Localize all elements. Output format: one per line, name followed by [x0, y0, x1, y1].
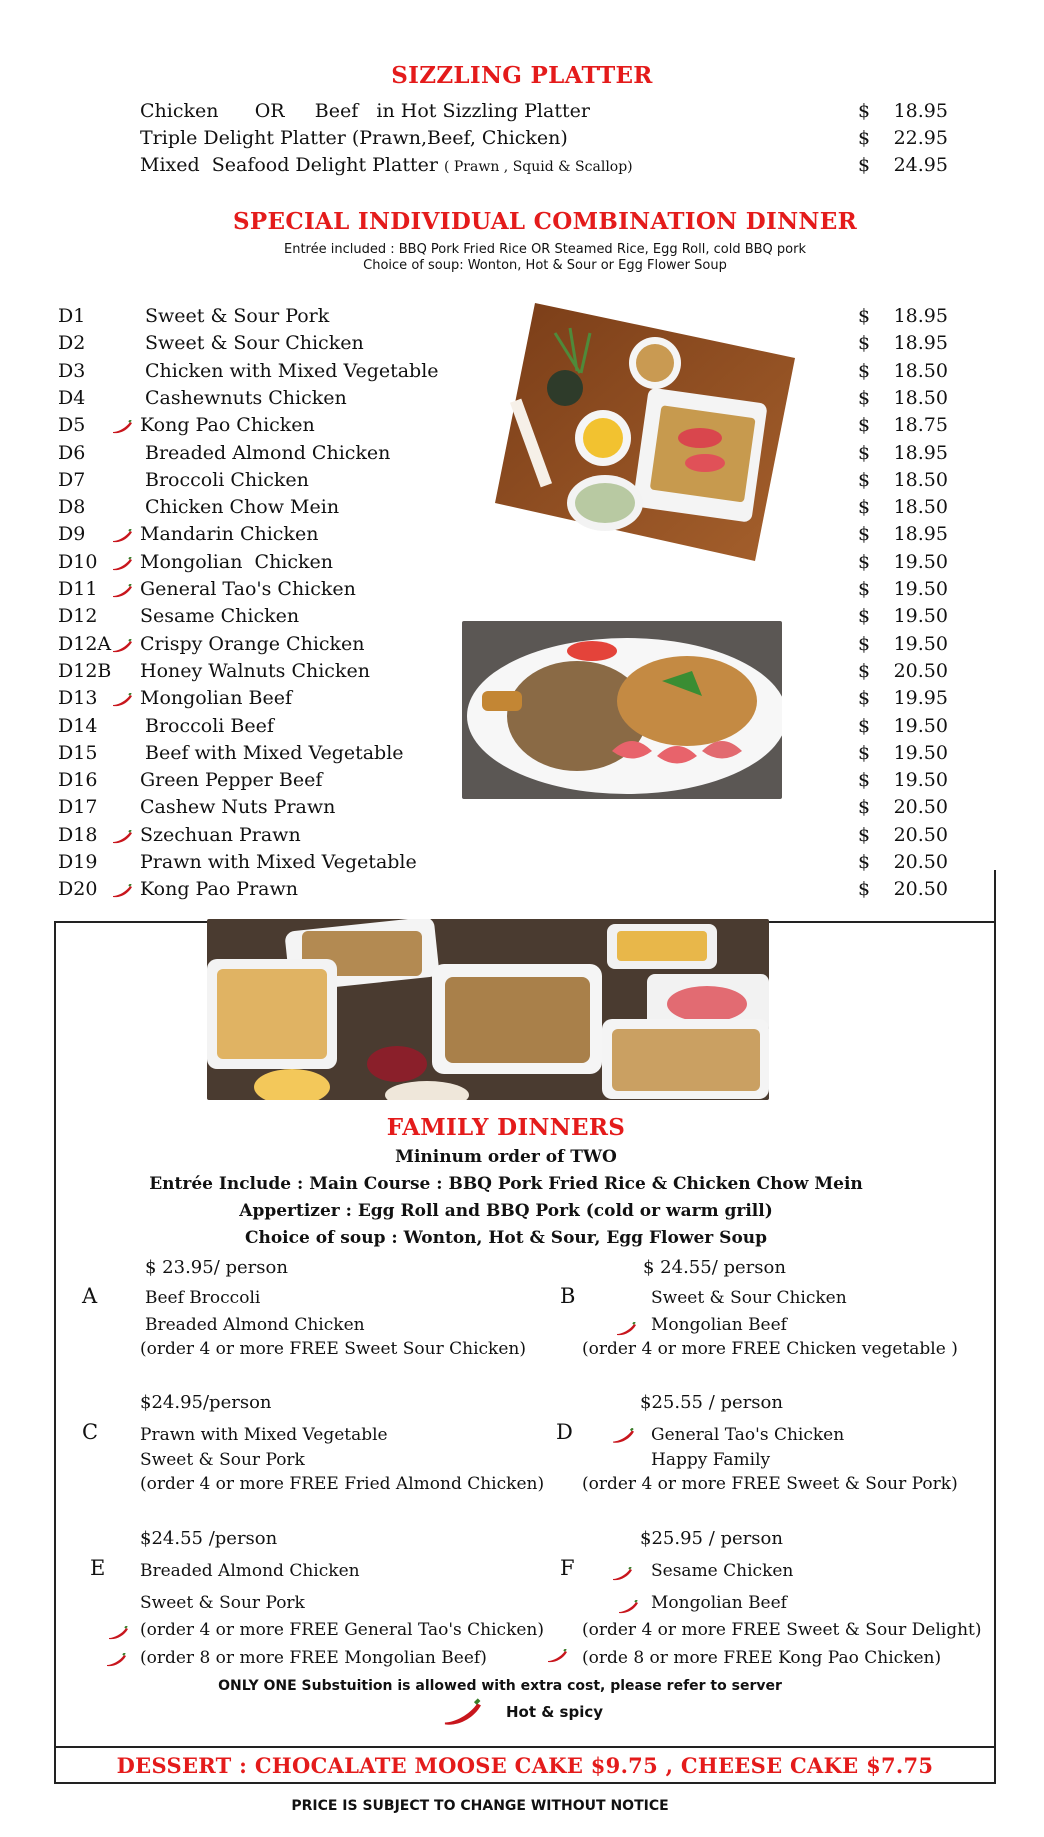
- package-item: Prawn with Mixed Vegetable: [140, 1425, 388, 1445]
- package-item: Sweet & Sour Pork: [140, 1450, 305, 1470]
- combo-plate-photo: [495, 303, 795, 561]
- combo-item: [58, 851, 948, 878]
- item-code: D6: [58, 441, 86, 464]
- item-price: 18.50: [893, 496, 948, 519]
- sizzling-item: [140, 100, 948, 127]
- item-price: 19.95: [893, 687, 948, 710]
- item-code: D11: [58, 578, 98, 600]
- sizzling-item: [140, 127, 948, 154]
- family-entree: Entrée Include : Main Course : BBQ Pork Fried Rice & Chicken Chow Mein: [149, 1174, 863, 1194]
- item-price: 24.95: [893, 154, 948, 176]
- item-name: [140, 154, 633, 176]
- item-price: 19.50: [893, 632, 948, 655]
- item-price: 20.50: [893, 796, 948, 819]
- combo-note-entree: Entrée included : BBQ Pork Fried Rice OR Steamed Rice, Egg Roll, cold BBQ pork: [284, 242, 806, 257]
- chili-pepper-icon: [547, 1649, 567, 1663]
- package-letter: B: [560, 1284, 576, 1308]
- chicken-plate-image: [462, 621, 782, 799]
- item-price: 18.50: [893, 359, 948, 382]
- item-price: 20.50: [893, 823, 948, 846]
- package-letter: C: [82, 1420, 99, 1444]
- item-name: Mongolian Chicken: [140, 550, 334, 573]
- item-price: 19.50: [893, 550, 948, 573]
- package-free-offer: (order 4 or more FREE Sweet & Sour Delight): [582, 1620, 982, 1640]
- chili-pepper-icon: [112, 557, 132, 571]
- item-name-text: Mixed Seafood Delight Platter: [140, 154, 444, 176]
- item-name: Green Pepper Beef: [140, 769, 323, 792]
- chili-pepper-icon: [112, 584, 132, 598]
- combo-item: [58, 824, 948, 851]
- package-item: General Tao's Chicken: [651, 1425, 845, 1445]
- item-code: D19: [58, 851, 98, 873]
- chili-pepper-legend-icon: [443, 1698, 481, 1728]
- item-code: D1: [58, 305, 86, 327]
- chicken-plate-photo: [462, 621, 782, 799]
- package-price: $ 23.95/ person: [145, 1257, 288, 1278]
- chili-pepper-icon: [112, 693, 132, 707]
- item-code: D9: [58, 523, 86, 546]
- package-free-offer: (order 4 or more FREE Chicken vegetable ): [582, 1339, 958, 1359]
- package-price: $25.55 / person: [640, 1392, 783, 1413]
- dollar-sign: $: [858, 578, 871, 600]
- hot-spicy-legend: Hot & spicy: [506, 1703, 604, 1721]
- package-letter: A: [82, 1284, 98, 1308]
- item-code: D18: [58, 823, 98, 846]
- chili-pepper-icon: [616, 1322, 636, 1336]
- dollar-sign: $: [858, 496, 871, 519]
- family-appetizer: Appertizer : Egg Roll and BBQ Pork (cold or warm grill): [239, 1201, 773, 1221]
- item-name: Cashewnuts Chicken: [145, 386, 347, 409]
- package-price: $ 24.55/ person: [643, 1257, 786, 1278]
- dollar-sign: $: [858, 414, 871, 437]
- item-name: Triple Delight Platter (Prawn,Beef, Chicken): [140, 127, 568, 149]
- item-code: D4: [58, 386, 86, 409]
- package-free-offer: (order 4 or more FREE Fried Almond Chicken): [140, 1474, 545, 1494]
- item-name: Mandarin Chicken: [140, 523, 319, 546]
- item-name: Chicken with Mixed Vegetable: [145, 359, 439, 382]
- dollar-sign: $: [858, 741, 871, 764]
- item-price: 18.50: [893, 386, 948, 409]
- item-code: D8: [58, 496, 86, 519]
- chili-pepper-icon: [112, 884, 132, 898]
- item-code: D10: [58, 550, 98, 573]
- item-price: 19.50: [893, 769, 948, 792]
- dollar-sign: $: [858, 441, 871, 464]
- dollar-sign: $: [858, 632, 871, 655]
- item-code: D12B: [58, 659, 112, 682]
- item-name: Kong Pao Chicken: [140, 414, 315, 437]
- chili-pepper-icon: [112, 830, 132, 844]
- dollar-sign: $: [858, 851, 871, 873]
- chili-pepper-icon: [112, 639, 132, 653]
- price-disclaimer: PRICE IS SUBJECT TO CHANGE WITHOUT NOTICE: [291, 1798, 669, 1814]
- item-code: D12: [58, 605, 98, 628]
- package-item: Mongolian Beef: [651, 1315, 787, 1335]
- package-price: $24.95/person: [140, 1392, 272, 1413]
- item-name: Sesame Chicken: [140, 605, 300, 628]
- item-name: Chicken Chow Mein: [145, 496, 340, 519]
- chili-pepper-icon: [612, 1567, 632, 1581]
- package-item: Sweet & Sour Chicken: [651, 1288, 847, 1308]
- item-code: D16: [58, 769, 98, 792]
- item-code: D12A: [58, 632, 112, 655]
- item-code: D13: [58, 687, 98, 710]
- item-name: Szechuan Prawn: [140, 823, 301, 846]
- item-price: 20.50: [893, 659, 948, 682]
- chili-pepper-icon: [618, 1600, 638, 1614]
- item-price: 19.50: [893, 741, 948, 764]
- item-code: D15: [58, 741, 98, 764]
- combo-item: [58, 796, 948, 823]
- sizzling-title: SIZZLING PLATTER: [391, 62, 653, 89]
- dollar-sign: $: [858, 714, 871, 737]
- dollar-sign: $: [858, 687, 871, 710]
- item-price: 18.95: [893, 441, 948, 464]
- combo-note-soup: Choice of soup: Wonton, Hot & Sour or Egg Flower Soup: [363, 258, 727, 273]
- package-item: Sesame Chicken: [651, 1561, 794, 1581]
- chili-pepper-icon: [112, 529, 132, 543]
- item-note: ( Prawn , Squid & Scallop): [443, 159, 633, 175]
- item-name: Cashew Nuts Prawn: [140, 796, 336, 819]
- item-name: Beef with Mixed Vegetable: [145, 741, 404, 764]
- combo-item: [58, 578, 948, 605]
- family-soup: Choice of soup : Wonton, Hot & Sour, Egg Flower Soup: [244, 1228, 768, 1248]
- item-code: D7: [58, 468, 86, 491]
- package-letter: D: [556, 1420, 573, 1444]
- chili-pepper-icon: [112, 420, 132, 434]
- dollar-sign: $: [858, 605, 871, 628]
- package-item: Sweet & Sour Pork: [140, 1593, 305, 1613]
- combo-title: SPECIAL INDIVIDUAL COMBINATION DINNER: [233, 208, 857, 235]
- dollar-sign: $: [858, 468, 871, 491]
- package-letter: E: [90, 1556, 106, 1580]
- package-free-offer: (order 4 or more FREE Sweet & Sour Pork): [582, 1474, 958, 1494]
- dollar-sign: $: [858, 769, 871, 792]
- chili-pepper-icon: [108, 1626, 128, 1640]
- item-name: Chicken OR Beef in Hot Sizzling Platter: [140, 100, 590, 122]
- chili-pepper-icon: [106, 1653, 126, 1667]
- package-price: $24.55 /person: [140, 1528, 278, 1549]
- family-box-right-extension: [994, 870, 996, 923]
- package-price: $25.95 / person: [640, 1528, 783, 1549]
- item-code: D14: [58, 714, 98, 737]
- item-price: 18.95: [893, 305, 948, 327]
- package-item: Breaded Almond Chicken: [140, 1561, 360, 1581]
- item-name: Sweet & Sour Pork: [145, 305, 330, 327]
- item-name: Broccoli Beef: [145, 714, 274, 737]
- chili-pepper-icon: [612, 1428, 634, 1444]
- item-name: General Tao's Chicken: [140, 578, 356, 600]
- item-name: Kong Pao Prawn: [140, 878, 298, 901]
- package-free-offer: (order 4 or more FREE Sweet Sour Chicken): [140, 1339, 526, 1359]
- item-price: 18.95: [893, 100, 948, 122]
- item-name: Mongolian Beef: [140, 687, 292, 710]
- item-name: Crispy Orange Chicken: [140, 632, 365, 655]
- item-name: Sweet & Sour Chicken: [145, 332, 364, 355]
- family-dinner-image: [207, 919, 769, 1100]
- item-price: 19.50: [893, 605, 948, 628]
- item-price: 22.95: [893, 127, 948, 149]
- item-code: D2: [58, 332, 86, 355]
- dollar-sign: $: [858, 127, 871, 149]
- item-price: 18.75: [893, 414, 948, 437]
- combo-plate-image: [495, 303, 795, 561]
- package-item: Breaded Almond Chicken: [145, 1315, 365, 1335]
- dollar-sign: $: [858, 154, 871, 176]
- combo-item: [58, 878, 948, 905]
- package-letter: F: [560, 1556, 575, 1580]
- substitution-note: ONLY ONE Substuition is allowed with extra cost, please refer to server: [218, 1678, 782, 1694]
- item-name: Honey Walnuts Chicken: [140, 659, 370, 682]
- item-price: 20.50: [893, 851, 948, 873]
- dollar-sign: $: [858, 878, 871, 901]
- dollar-sign: $: [858, 523, 871, 546]
- item-price: 19.50: [893, 578, 948, 600]
- item-price: 19.50: [893, 714, 948, 737]
- item-name: Broccoli Chicken: [145, 468, 309, 491]
- dollar-sign: $: [858, 659, 871, 682]
- dessert-line: DESSERT : CHOCALATE MOOSE CAKE $9.75 , CHEESE CAKE $7.75: [116, 1753, 934, 1778]
- item-code: D17: [58, 796, 98, 819]
- family-title: FAMILY DINNERS: [386, 1114, 626, 1141]
- family-dinner-photo: [207, 919, 769, 1100]
- package-item: Mongolian Beef: [651, 1593, 787, 1613]
- dollar-sign: $: [858, 100, 871, 122]
- family-min-order: Mininum order of TWO: [395, 1147, 617, 1167]
- item-code: D5: [58, 414, 86, 437]
- item-code: D3: [58, 359, 86, 382]
- package-item: Happy Family: [651, 1450, 771, 1470]
- item-name: Breaded Almond Chicken: [145, 441, 391, 464]
- dollar-sign: $: [858, 823, 871, 846]
- item-code: D20: [58, 878, 98, 901]
- dollar-sign: $: [858, 305, 871, 327]
- package-free-offer: (order 8 or more FREE Mongolian Beef): [140, 1648, 487, 1668]
- item-price: 18.95: [893, 332, 948, 355]
- dollar-sign: $: [858, 796, 871, 819]
- package-free-offer: (orde 8 or more FREE Kong Pao Chicken): [582, 1648, 942, 1668]
- item-price: 18.50: [893, 468, 948, 491]
- item-name: Prawn with Mixed Vegetable: [140, 851, 417, 873]
- item-price: 20.50: [893, 878, 948, 901]
- package-free-offer: (order 4 or more FREE General Tao's Chicken): [140, 1620, 545, 1640]
- dollar-sign: $: [858, 332, 871, 355]
- dollar-sign: $: [858, 550, 871, 573]
- item-price: 18.95: [893, 523, 948, 546]
- dollar-sign: $: [858, 359, 871, 382]
- package-item: Beef Broccoli: [145, 1288, 261, 1308]
- sizzling-item: [140, 154, 948, 181]
- dollar-sign: $: [858, 386, 871, 409]
